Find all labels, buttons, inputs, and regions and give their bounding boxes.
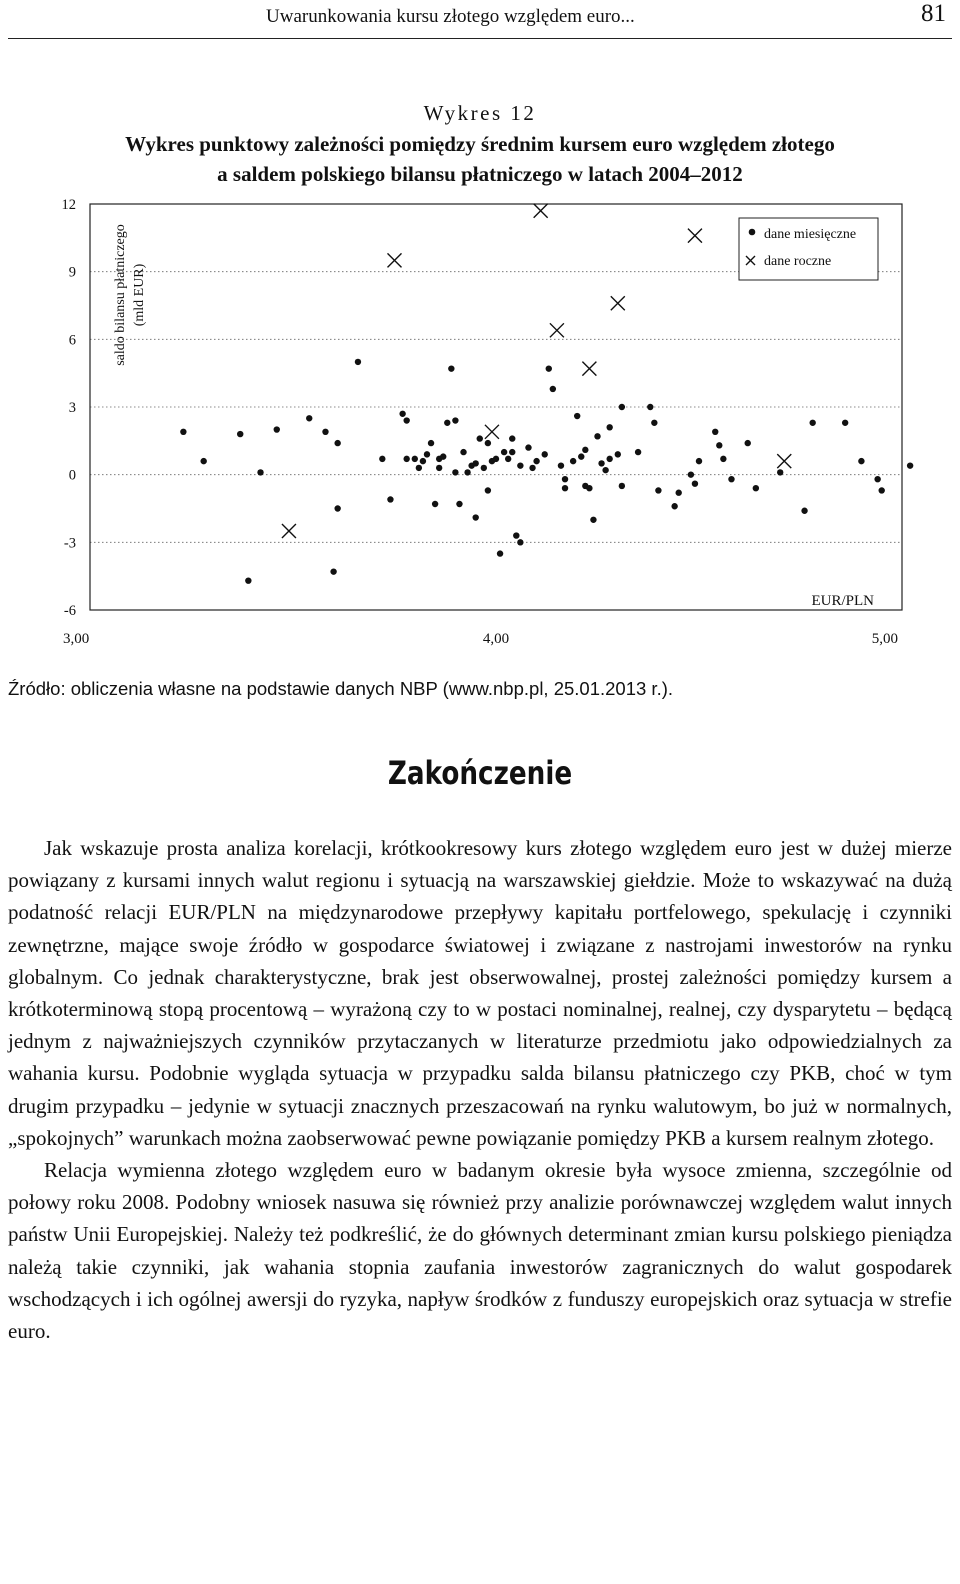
monthly-data-point — [509, 449, 515, 455]
monthly-data-point — [485, 440, 491, 446]
monthly-data-point — [322, 429, 328, 435]
y-tick-label: 3 — [68, 400, 76, 416]
monthly-data-point — [635, 449, 641, 455]
monthly-data-point — [542, 451, 548, 457]
monthly-data-point — [436, 465, 442, 471]
monthly-data-point — [688, 471, 694, 477]
monthly-data-point — [907, 462, 913, 468]
monthly-data-point — [501, 449, 507, 455]
monthly-data-point — [655, 487, 661, 493]
monthly-data-point — [452, 469, 458, 475]
annual-data-point — [582, 362, 596, 376]
legend — [739, 218, 878, 280]
figure-title-line-1: Wykres punktowy zależności pomiędzy średnim kursem euro względem złotego — [125, 132, 835, 156]
y-tick-label: 9 — [68, 264, 76, 281]
monthly-data-point — [517, 539, 523, 545]
scatter-chart — [0, 195, 960, 660]
monthly-data-point — [842, 420, 848, 426]
legend-label-monthly: dane miesięczne — [764, 227, 857, 242]
page-number: 81 — [921, 0, 946, 27]
monthly-data-point — [420, 458, 426, 464]
y-tick-label: 0 — [68, 467, 76, 484]
monthly-data-point — [473, 514, 479, 520]
paragraph: Relacja wymienna złotego względem euro w badanym okresie była wysoce zmienna, szczególnie od połowy roku 2008. Podobny wniosek nasuwa się również przy analizie porównawczej względem walut innych państw Unii Europejskiej. Należy też podkreślić, że do głównych determinant zmian kursu polskiego pieniądza należą takie czynniki, jak wahania stopnia zaufania inwestorów zagranicznych do walut gospodarek wschodzących i ich ogólnej awersji do ryzyka, napływ środków z funduszy europejskich oraz sytuacja w strefie euro. — [8, 1158, 952, 1344]
annual-data-point — [388, 253, 402, 267]
monthly-data-point — [452, 417, 458, 423]
y-tick-label: 12 — [61, 197, 76, 213]
monthly-data-point — [497, 550, 503, 556]
monthly-data-point — [460, 449, 466, 455]
annual-data-point — [550, 323, 564, 337]
monthly-data-point — [728, 476, 734, 482]
monthly-data-point — [330, 568, 336, 574]
monthly-data-point — [432, 501, 438, 507]
monthly-data-point — [200, 458, 206, 464]
body-text — [8, 832, 952, 1347]
monthly-data-point — [355, 359, 361, 365]
monthly-data-point — [858, 458, 864, 464]
monthly-data-point — [428, 440, 434, 446]
figure-title-line-2: a saldem polskiego bilansu płatniczego w latach 2004–2012 — [217, 162, 743, 186]
legend-dot-marker — [749, 229, 756, 236]
monthly-data-point — [412, 456, 418, 462]
monthly-data-point — [424, 451, 430, 457]
x-tick-label: 3,00 — [63, 631, 90, 647]
monthly-data-point — [562, 476, 568, 482]
monthly-data-point — [692, 480, 698, 486]
figure-label: Wykres 12 — [423, 101, 537, 125]
monthly-data-point — [602, 467, 608, 473]
monthly-data-point — [493, 456, 499, 462]
monthly-data-point — [671, 503, 677, 509]
monthly-data-point — [598, 460, 604, 466]
monthly-data-point — [696, 458, 702, 464]
monthly-data-point — [651, 420, 657, 426]
monthly-data-point — [676, 490, 682, 496]
monthly-data-point — [647, 404, 653, 410]
monthly-data-point — [403, 456, 409, 462]
monthly-data-point — [558, 462, 564, 468]
monthly-data-point — [586, 485, 592, 491]
monthly-data-point — [720, 456, 726, 462]
y-tick-label: 6 — [68, 332, 76, 349]
monthly-data-point — [274, 426, 280, 432]
monthly-data-point — [464, 469, 470, 475]
monthly-data-point — [334, 440, 340, 446]
monthly-data-point — [879, 487, 885, 493]
monthly-data-point — [615, 451, 621, 457]
monthly-data-point — [387, 496, 393, 502]
paragraph: Jak wskazuje prosta analiza korelacji, krótkookresowy kurs złotego względem euro jest w dużej mierze powiązany z kursami innych walut regionu i sytuacją na warszawskiej giełdzie. Może to wskazywać na dużą podatność relacji EUR/PLN na międzynarodowe przepływy kapitału portfelowego, spekulację i czynniki zewnętrzne, mające swoje źródło w gospodarce światowej i związane z nastrojami inwestorów na rynku globalnym. Co jednak charakterystyczne, brak jest obserwowalnej, prostej zależności pomiędzy kursem a krótkoterminową stopą procentową – wyrażoną czy to w postaci nominalnej, realnej, czy dysparytetu – będącą jednym z najważniejszych czynników przytaczanych w literaturze przedmiotu jako odpowiedzialnych za wahania kursu. Podobnie wygląda sytuacja w przypadku salda bilansu płatniczego czy PKB, choć w tym drugim przypadku – jedynie w sytuacji znacznych przeszacowań na rynku walutowym, bo już w normalnych, „spokojnych” warunkach można zaobserwować pewne powiązanie pomiędzy PKB a kursem realnym złotego. — [8, 836, 952, 1150]
running-header-title: Uwarunkowania kursu złotego względem euro... — [266, 6, 635, 27]
monthly-data-point — [416, 465, 422, 471]
annual-data-point — [485, 425, 499, 439]
monthly-data-point — [562, 485, 568, 491]
monthly-data-point — [809, 420, 815, 426]
monthly-data-point — [509, 435, 515, 441]
monthly-data-point — [619, 404, 625, 410]
monthly-data-point — [590, 517, 596, 523]
monthly-data-point — [440, 453, 446, 459]
monthly-data-point — [180, 429, 186, 435]
monthly-data-point — [237, 431, 243, 437]
monthly-data-point — [550, 386, 556, 392]
monthly-data-point — [533, 458, 539, 464]
annual-data-point — [688, 229, 702, 243]
monthly-data-point — [745, 440, 751, 446]
figure-source-note: Źródło: obliczenia własne na podstawie danych NBP (www.nbp.pl, 25.01.2013 r.). — [8, 678, 674, 699]
monthly-data-point — [399, 411, 405, 417]
running-header — [8, 0, 952, 39]
annual-data-point — [282, 524, 296, 538]
monthly-data-point — [574, 413, 580, 419]
monthly-data-point — [306, 415, 312, 421]
x-tick-label: 5,00 — [871, 631, 898, 647]
section-heading: Zakończenie — [387, 754, 573, 792]
monthly-data-point — [456, 501, 462, 507]
monthly-data-point — [570, 458, 576, 464]
monthly-data-point — [477, 435, 483, 441]
monthly-data-point — [334, 505, 340, 511]
monthly-data-point — [578, 453, 584, 459]
y-axis-label-line-2: (mld EUR) — [132, 263, 147, 327]
monthly-data-point — [606, 456, 612, 462]
monthly-data-point — [529, 465, 535, 471]
monthly-data-point — [594, 433, 600, 439]
y-tick-label: -3 — [63, 535, 76, 552]
monthly-data-point — [716, 442, 722, 448]
monthly-data-point — [448, 365, 454, 371]
monthly-data-point — [712, 429, 718, 435]
legend-label-annual: dane roczne — [764, 254, 832, 269]
annual-data-point — [534, 204, 548, 218]
monthly-data-point — [606, 424, 612, 430]
monthly-data-point — [513, 532, 519, 538]
monthly-data-point — [485, 487, 491, 493]
monthly-data-point — [257, 469, 263, 475]
monthly-data-point — [481, 465, 487, 471]
monthly-data-point — [444, 420, 450, 426]
monthly-data-point — [505, 456, 511, 462]
monthly-data-point — [801, 508, 807, 514]
monthly-data-point — [582, 447, 588, 453]
monthly-data-point — [777, 469, 783, 475]
x-axis-label: EUR/PLN — [811, 593, 874, 609]
monthly-data-point — [473, 460, 479, 466]
monthly-data-point — [753, 485, 759, 491]
monthly-data-point — [546, 365, 552, 371]
monthly-data-point — [245, 577, 251, 583]
annual-data-point — [777, 454, 791, 468]
monthly-data-point — [525, 444, 531, 450]
annual-data-point — [611, 296, 625, 310]
x-tick-label: 4,00 — [482, 631, 510, 647]
y-axis-label-line-1: saldo bilansu płatniczego — [113, 224, 128, 366]
monthly-data-point — [379, 456, 385, 462]
monthly-data-point — [517, 462, 523, 468]
monthly-data-point — [874, 476, 880, 482]
monthly-data-point — [403, 417, 409, 423]
monthly-data-point — [619, 483, 625, 489]
y-tick-label: -6 — [63, 603, 76, 619]
